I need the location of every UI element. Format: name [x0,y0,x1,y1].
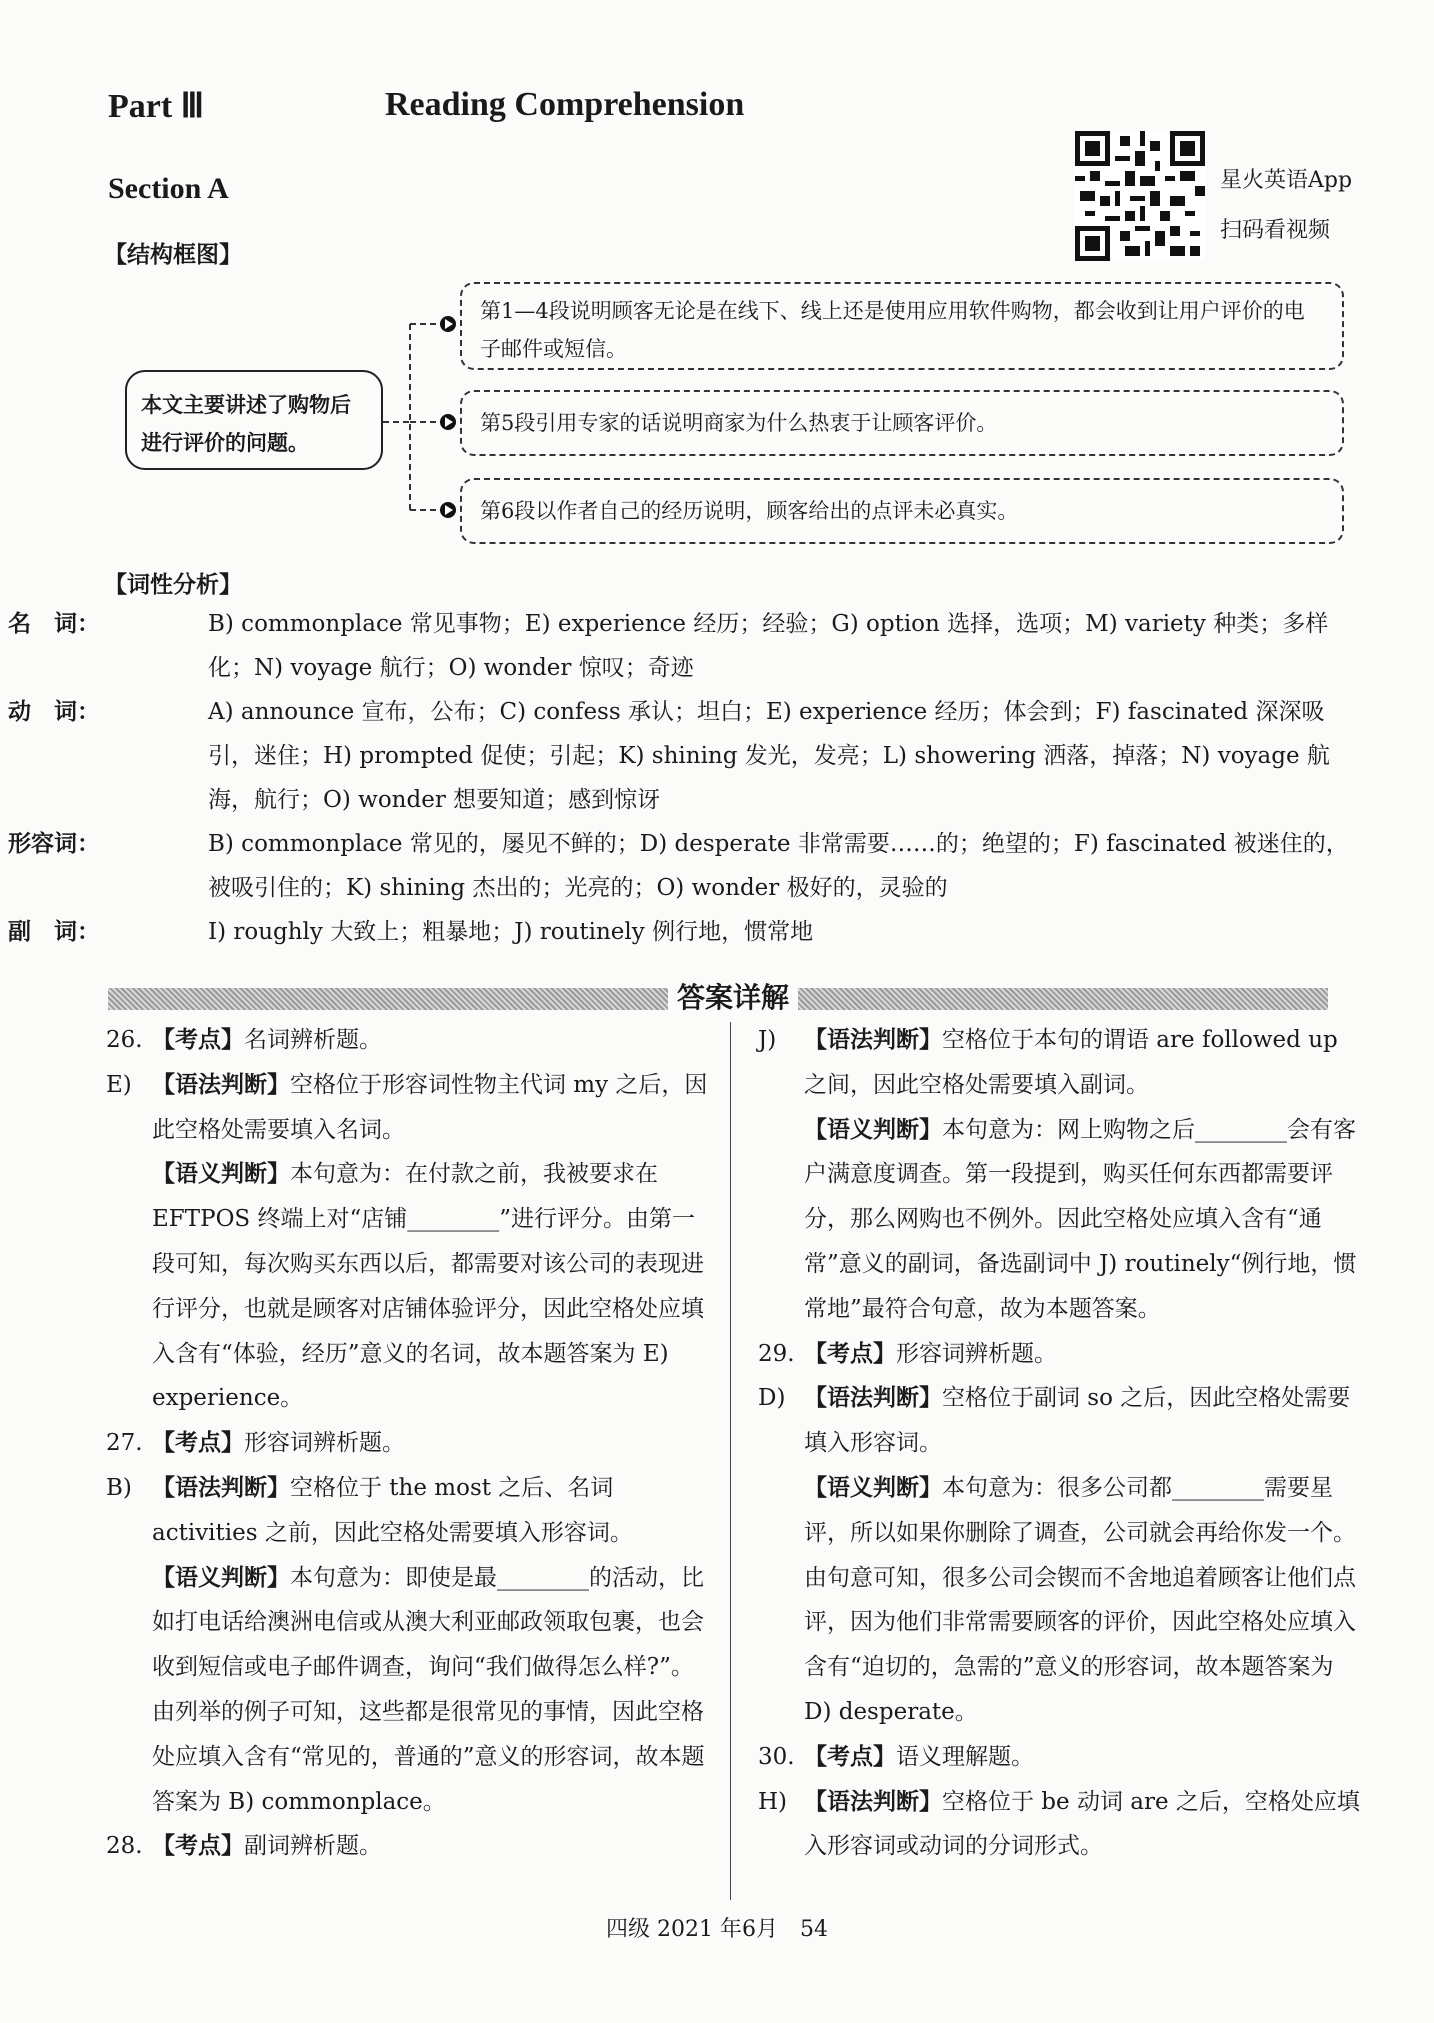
part-number: Part Ⅲ [108,88,205,125]
app-promo [1220,156,1352,256]
answer-item: D) 【语法判断】空格位于副词 so 之后，因此空格处需要填入形容词。 [758,1385,1351,1457]
answer-item: 30. 【考点】语义理解题。 [758,1743,1034,1770]
answer-item: 27. 【考点】形容词辨析题。 [106,1430,405,1457]
framework-summary: 本文主要讲述了购物后进行评价的问题。 [125,370,383,470]
part-title: Reading Comprehension [385,86,745,123]
answers-banner [108,982,1328,1016]
qr-code-icon [1075,130,1205,262]
framework-branch-1: 第1—4段说明顾客无论是在线下、线上还是使用应用软件购物，都会收到让用户评价的电子邮件或短信。 [460,282,1344,370]
pos-row-adjective: 形容词： B) commonplace 常见的，屡见不鲜的；D) desperate 非常需要……的；绝望的；F) fascinated 被迷住的，被吸引住的；K) shining 杰出的；光亮的；O) wonder 极好的，灵验的 [8,831,1349,901]
answer-item: H) 【语法判断】空格位于 be 动词 are 之后，空格处应填入形容词或动词的分词形式。 [758,1788,1360,1860]
answer-item: 【语义判断】本句意为：即使是最________的活动，比如打电话给澳洲电信或从澳大利亚邮政领取包裹，也会收到短信或电子邮件调查，询问“我们做得怎么样?”。由列举的例子可知，这些都是很常见的事情，因此空格处应填入含有“常见的，普通的”意义的形容词，故本题答案为 B) commonplace。 [152,1564,705,1815]
answers-right-column [758,1018,1366,1869]
answer-item: E) 【语法判断】空格位于形容词性物主代词 my 之后，因此空格处需要填入名词。 [106,1071,708,1143]
framework-label: 【结构框图】 [104,242,242,268]
answer-item: 29. 【考点】形容词辨析题。 [758,1340,1057,1367]
answers-left-column [106,1018,716,1869]
pos-analysis [8,602,1368,954]
pos-row-adverb: 副 词： I) roughly 大致上；粗暴地；J) routinely 例行地，惯常地 [8,919,814,945]
column-divider [730,1022,731,1900]
answer-item: B) 【语法判断】空格位于 the most 之后、名词 activities 之前，因此空格处需要填入形容词。 [106,1474,633,1546]
answer-item: J) 【语法判断】空格位于本句的谓语 are followed up 之间，因此空格处需要填入副词。 [758,1027,1338,1098]
pos-row-noun: 名 词： B) commonplace 常见事物；E) experience 经历；经验；G) option 选择，选项；M) variety 种类；多样化；N) voyage 航行；O) wonder 惊叹；奇迹 [8,611,1329,681]
pos-row-verb: 动 词： A) announce 宣布，公布；C) confess 承认；坦白；E) experience 经历；体会到；F) fascinated 深深吸引，迷住；H) prompted 促使；引起；K) shining 发光，发亮；L) showering 洒落，掉落；N) voyage 航海，航行；O) wonder 想要知道；感到惊讶 [8,699,1330,813]
answer-item: 【语义判断】本句意为：网上购物之后________会有客户满意度调查。第一段提到，购买任何东西都需要评分，那么网购也不例外。因此空格处应填入含有“通常”意义的副词，备选副词中 J) routinely“例行地，惯常地”最符合句意，故为本题答案。 [804,1116,1357,1322]
framework-branch-2: 第5段引用专家的话说明商家为什么热衷于让顾客评价。 [460,390,1344,456]
answers-banner-title: 答案详解 [668,976,798,1016]
answer-item: 【语义判断】本句意为：在付款之前，我被要求在 EFTPOS 终端上对“店铺________”进行评分。由第一段可知，每次购买东西以后，都需要对该公司的表现进行评分，也就是顾客对店铺体验评分，因此空格处应填入含有“体验，经历”意义的名词，故本题答案为 E) experience。 [152,1161,704,1412]
section-title: Section A [108,172,229,205]
answer-item: 28. 【考点】副词辨析题。 [106,1833,382,1860]
app-hint: 扫码看视频 [1220,218,1331,243]
answer-item: 26. 【考点】名词辨析题。 [106,1027,382,1053]
framework-connectors [380,300,470,530]
app-name: 星火英语App [1220,168,1353,193]
page-footer: 四级 2021 年6月 54 [606,1917,828,1942]
pos-analysis-label: 【词性分析】 [104,572,242,598]
answer-item: 【语义判断】本句意为：很多公司都________需要星评，所以如果你删除了调查，公司就会再给你发一个。由句意可知，很多公司会锲而不舍地追着顾客让他们点评，因为他们非常需要顾客的评价，因此空格处应填入含有“迫切的，急需的”意义的形容词，故本题答案为 D) desperate。 [804,1474,1356,1725]
framework-branch-3: 第6段以作者自己的经历说明，顾客给出的点评未必真实。 [460,478,1344,544]
